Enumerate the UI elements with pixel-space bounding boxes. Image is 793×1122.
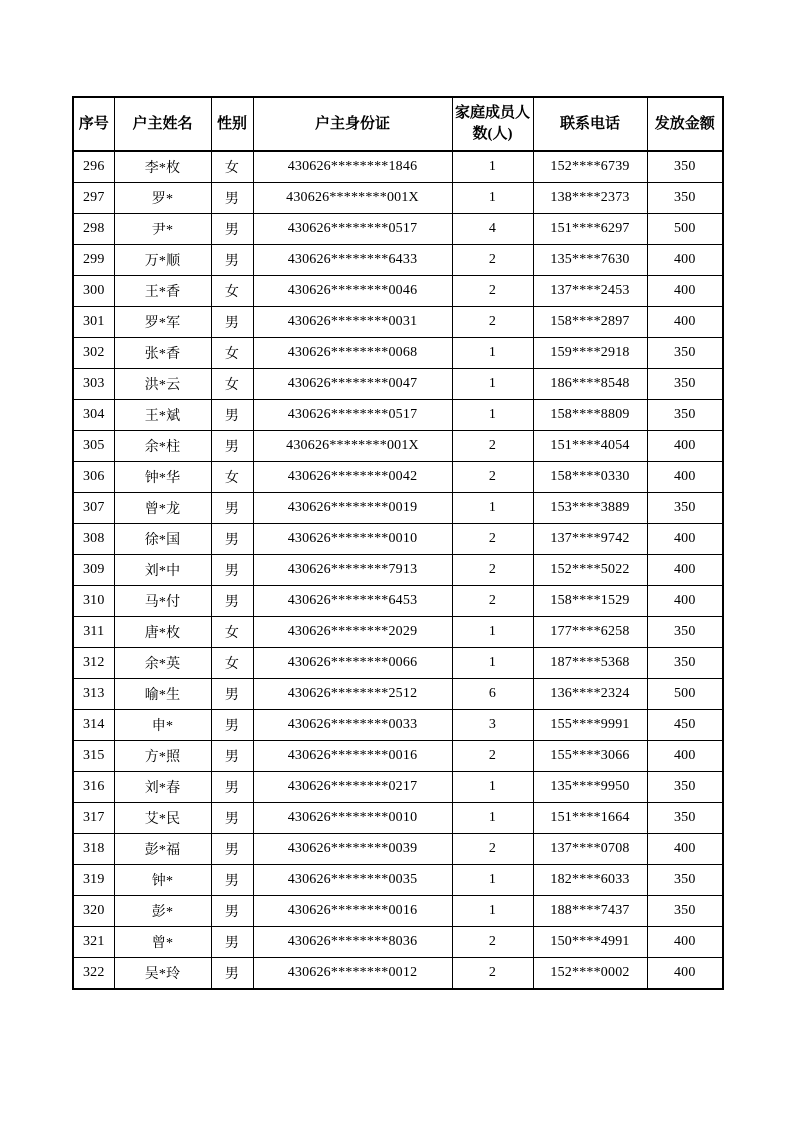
table-cell: 430626********0019: [253, 493, 452, 524]
table-cell: 余*柱: [114, 431, 211, 462]
table-cell: 1: [452, 648, 533, 679]
table-cell: 312: [73, 648, 114, 679]
table-cell: 1: [452, 369, 533, 400]
table-cell: 男: [211, 431, 253, 462]
table-cell: 唐*枚: [114, 617, 211, 648]
table-cell: 296: [73, 151, 114, 183]
table-cell: 马*付: [114, 586, 211, 617]
table-cell: 302: [73, 338, 114, 369]
table-cell: 男: [211, 586, 253, 617]
table-cell: 315: [73, 741, 114, 772]
table-cell: 187****5368: [533, 648, 647, 679]
table-cell: 6: [452, 679, 533, 710]
table-cell: 400: [647, 586, 723, 617]
table-cell: 400: [647, 741, 723, 772]
table-cell: 350: [647, 803, 723, 834]
table-cell: 400: [647, 927, 723, 958]
table-cell: 男: [211, 896, 253, 927]
table-cell: 申*: [114, 710, 211, 741]
table-cell: 女: [211, 648, 253, 679]
table-cell: 430626********6433: [253, 245, 452, 276]
table-cell: 500: [647, 679, 723, 710]
table-cell: 153****3889: [533, 493, 647, 524]
table-cell: 182****6033: [533, 865, 647, 896]
table-cell: 徐*国: [114, 524, 211, 555]
table-row: [73, 927, 723, 958]
table-cell: 男: [211, 679, 253, 710]
table-row: [73, 741, 723, 772]
table-cell: 方*照: [114, 741, 211, 772]
column-header: 序号: [73, 97, 114, 151]
table-cell: 150****4991: [533, 927, 647, 958]
table-cell: 304: [73, 400, 114, 431]
table-cell: 男: [211, 493, 253, 524]
table-cell: 2: [452, 462, 533, 493]
table-cell: 305: [73, 431, 114, 462]
table-cell: 刘*春: [114, 772, 211, 803]
table-row: [73, 276, 723, 307]
table-cell: 303: [73, 369, 114, 400]
table-cell: 2: [452, 431, 533, 462]
table-cell: 男: [211, 307, 253, 338]
table-cell: 430626********1846: [253, 151, 452, 183]
table-cell: 430626********0042: [253, 462, 452, 493]
table-row: [73, 493, 723, 524]
table-cell: 152****6739: [533, 151, 647, 183]
table-cell: 298: [73, 214, 114, 245]
table-cell: 151****1664: [533, 803, 647, 834]
table-cell: 钟*华: [114, 462, 211, 493]
table-cell: 430626********0016: [253, 896, 452, 927]
table-row: [73, 307, 723, 338]
table-cell: 430626********0010: [253, 524, 452, 555]
table-row: [73, 803, 723, 834]
table-row: [73, 772, 723, 803]
table-cell: 400: [647, 431, 723, 462]
table-header-row: [73, 97, 723, 151]
table-cell: 430626********0517: [253, 400, 452, 431]
table-cell: 400: [647, 276, 723, 307]
table-cell: 彭*福: [114, 834, 211, 865]
table-cell: 158****0330: [533, 462, 647, 493]
table-cell: 3: [452, 710, 533, 741]
table-cell: 女: [211, 617, 253, 648]
table-row: [73, 245, 723, 276]
table-cell: 1: [452, 338, 533, 369]
table-row: [73, 834, 723, 865]
table-cell: 万*顺: [114, 245, 211, 276]
table-cell: 350: [647, 648, 723, 679]
table-cell: 430626********2029: [253, 617, 452, 648]
table-row: [73, 617, 723, 648]
table-cell: 400: [647, 555, 723, 586]
table-cell: 158****1529: [533, 586, 647, 617]
table-cell: 男: [211, 865, 253, 896]
table-cell: 男: [211, 710, 253, 741]
table-cell: 319: [73, 865, 114, 896]
table-cell: 350: [647, 896, 723, 927]
table-cell: 350: [647, 772, 723, 803]
table-cell: 350: [647, 617, 723, 648]
table-cell: 男: [211, 524, 253, 555]
table-cell: 男: [211, 834, 253, 865]
table-cell: 刘*中: [114, 555, 211, 586]
table-cell: 301: [73, 307, 114, 338]
table-row: [73, 183, 723, 214]
table-cell: 女: [211, 151, 253, 183]
table-cell: 2: [452, 834, 533, 865]
table-cell: 4: [452, 214, 533, 245]
table-cell: 2: [452, 958, 533, 990]
table-cell: 1: [452, 493, 533, 524]
table-cell: 430626********2512: [253, 679, 452, 710]
table-cell: 2: [452, 555, 533, 586]
table-cell: 男: [211, 214, 253, 245]
table-row: [73, 462, 723, 493]
table-cell: 137****0708: [533, 834, 647, 865]
table-cell: 吴*玲: [114, 958, 211, 990]
table-cell: 曾*龙: [114, 493, 211, 524]
table-row: [73, 431, 723, 462]
table-body: [73, 151, 723, 989]
table-cell: 430626********0066: [253, 648, 452, 679]
table-cell: 1: [452, 183, 533, 214]
table-cell: 张*香: [114, 338, 211, 369]
table-cell: 430626********001X: [253, 183, 452, 214]
table-cell: 430626********0068: [253, 338, 452, 369]
table-cell: 158****2897: [533, 307, 647, 338]
column-header: 户主姓名: [114, 97, 211, 151]
table-row: [73, 214, 723, 245]
table-cell: 152****0002: [533, 958, 647, 990]
table-cell: 王*斌: [114, 400, 211, 431]
table-row: [73, 555, 723, 586]
table-cell: 400: [647, 245, 723, 276]
table-cell: 艾*民: [114, 803, 211, 834]
table-cell: 430626********0031: [253, 307, 452, 338]
table-cell: 男: [211, 245, 253, 276]
table-cell: 137****2453: [533, 276, 647, 307]
table-cell: 311: [73, 617, 114, 648]
table-cell: 430626********6453: [253, 586, 452, 617]
table-cell: 430626********0010: [253, 803, 452, 834]
table-cell: 男: [211, 555, 253, 586]
table-cell: 钟*: [114, 865, 211, 896]
table-cell: 男: [211, 958, 253, 990]
table-cell: 喻*生: [114, 679, 211, 710]
table-cell: 女: [211, 338, 253, 369]
table-row: [73, 586, 723, 617]
column-header: 发放金额: [647, 97, 723, 151]
table-cell: 女: [211, 369, 253, 400]
table-cell: 500: [647, 214, 723, 245]
table-cell: 155****3066: [533, 741, 647, 772]
table-cell: 彭*: [114, 896, 211, 927]
table-cell: 313: [73, 679, 114, 710]
table-row: [73, 400, 723, 431]
table-cell: 曾*: [114, 927, 211, 958]
table-cell: 430626********7913: [253, 555, 452, 586]
column-header: 性别: [211, 97, 253, 151]
table-cell: 男: [211, 741, 253, 772]
table-cell: 430626********0047: [253, 369, 452, 400]
table-cell: 女: [211, 276, 253, 307]
table-row: [73, 524, 723, 555]
column-header: 户主身份证: [253, 97, 452, 151]
table-cell: 151****6297: [533, 214, 647, 245]
table-cell: 308: [73, 524, 114, 555]
table-cell: 430626********0039: [253, 834, 452, 865]
table-cell: 男: [211, 803, 253, 834]
table-cell: 男: [211, 400, 253, 431]
table-cell: 1: [452, 772, 533, 803]
table-cell: 317: [73, 803, 114, 834]
table-row: [73, 865, 723, 896]
table-cell: 罗*: [114, 183, 211, 214]
table-cell: 1: [452, 151, 533, 183]
table-cell: 400: [647, 958, 723, 990]
table-cell: 314: [73, 710, 114, 741]
table-cell: 2: [452, 307, 533, 338]
table-cell: 430626********0016: [253, 741, 452, 772]
table-cell: 430626********0035: [253, 865, 452, 896]
table-cell: 李*枚: [114, 151, 211, 183]
table-cell: 320: [73, 896, 114, 927]
table-row: [73, 648, 723, 679]
table-cell: 318: [73, 834, 114, 865]
table-cell: 430626********0217: [253, 772, 452, 803]
table-row: [73, 369, 723, 400]
table-cell: 309: [73, 555, 114, 586]
subsidy-distribution-table: [72, 96, 724, 990]
table-cell: 137****9742: [533, 524, 647, 555]
table-cell: 王*香: [114, 276, 211, 307]
table-cell: 430626********0046: [253, 276, 452, 307]
table-cell: 2: [452, 586, 533, 617]
table-cell: 350: [647, 493, 723, 524]
table-cell: 135****9950: [533, 772, 647, 803]
table-cell: 135****7630: [533, 245, 647, 276]
table-row: [73, 338, 723, 369]
table-cell: 430626********0012: [253, 958, 452, 990]
table-cell: 2: [452, 741, 533, 772]
table-cell: 186****8548: [533, 369, 647, 400]
table-cell: 男: [211, 927, 253, 958]
table-cell: 430626********0517: [253, 214, 452, 245]
table-cell: 400: [647, 462, 723, 493]
table-cell: 尹*: [114, 214, 211, 245]
table-row: [73, 710, 723, 741]
table-cell: 1: [452, 400, 533, 431]
table-cell: 450: [647, 710, 723, 741]
table-cell: 350: [647, 865, 723, 896]
table-cell: 306: [73, 462, 114, 493]
table-row: [73, 958, 723, 990]
table-row: [73, 151, 723, 183]
table-cell: 310: [73, 586, 114, 617]
table-cell: 322: [73, 958, 114, 990]
table-cell: 430626********001X: [253, 431, 452, 462]
table-cell: 2: [452, 524, 533, 555]
table-cell: 159****2918: [533, 338, 647, 369]
table-cell: 155****9991: [533, 710, 647, 741]
table-cell: 1: [452, 617, 533, 648]
table-cell: 350: [647, 338, 723, 369]
table-cell: 188****7437: [533, 896, 647, 927]
column-header: 家庭成员人数(人): [452, 97, 533, 151]
table-cell: 余*英: [114, 648, 211, 679]
table-cell: 430626********0033: [253, 710, 452, 741]
table-cell: 男: [211, 183, 253, 214]
table-cell: 151****4054: [533, 431, 647, 462]
document-page: [72, 96, 724, 990]
table-cell: 138****2373: [533, 183, 647, 214]
table-cell: 136****2324: [533, 679, 647, 710]
table-cell: 400: [647, 834, 723, 865]
table-cell: 152****5022: [533, 555, 647, 586]
table-cell: 158****8809: [533, 400, 647, 431]
table-cell: 女: [211, 462, 253, 493]
table-cell: 316: [73, 772, 114, 803]
table-cell: 1: [452, 803, 533, 834]
table-cell: 男: [211, 772, 253, 803]
table-cell: 299: [73, 245, 114, 276]
table-cell: 177****6258: [533, 617, 647, 648]
table-cell: 2: [452, 245, 533, 276]
table-row: [73, 679, 723, 710]
table-cell: 2: [452, 927, 533, 958]
table-cell: 400: [647, 307, 723, 338]
table-cell: 297: [73, 183, 114, 214]
column-header: 联系电话: [533, 97, 647, 151]
table-cell: 1: [452, 896, 533, 927]
table-row: [73, 896, 723, 927]
table-cell: 400: [647, 524, 723, 555]
table-cell: 321: [73, 927, 114, 958]
table-cell: 350: [647, 369, 723, 400]
table-cell: 307: [73, 493, 114, 524]
table-cell: 350: [647, 151, 723, 183]
table-cell: 1: [452, 865, 533, 896]
table-cell: 350: [647, 400, 723, 431]
table-cell: 洪*云: [114, 369, 211, 400]
table-cell: 罗*军: [114, 307, 211, 338]
table-cell: 430626********8036: [253, 927, 452, 958]
table-cell: 350: [647, 183, 723, 214]
table-cell: 300: [73, 276, 114, 307]
table-cell: 2: [452, 276, 533, 307]
